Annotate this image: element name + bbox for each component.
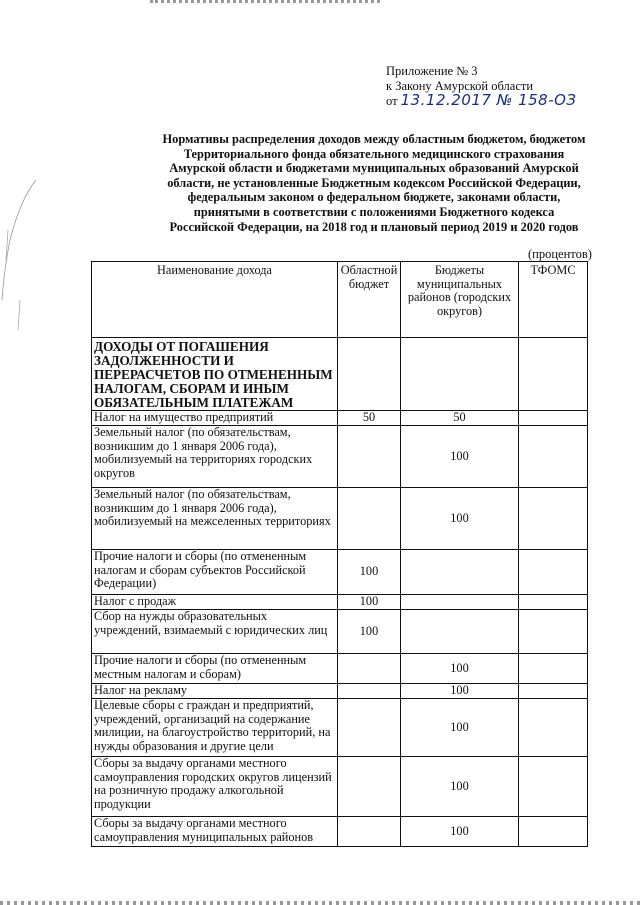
cell-municipal: 100 (401, 699, 519, 757)
appendix-header (386, 64, 577, 109)
cell-regional: 50 (338, 411, 401, 426)
cell-regional (338, 817, 401, 847)
cell-regional: 100 (338, 550, 401, 595)
cell-tfoms (519, 654, 588, 684)
header-regional-budget: Областной бюджет (338, 262, 401, 338)
document-title: Нормативы распределения доходов между областным бюджетом, бюджетом Территориального фонда обязательного медицинского страхования Амурской области и бюджетами муниципальных образований Амурской области, не установленные Бюджетным кодексом Российской Федерации, федеральным законом о федеральном бюджете, законами области, принятыми в соответствии с положениями Бюджетного кодекса Российской Федерации, на 2018 год и плановый период 2019 и 2020 годов (162, 132, 586, 234)
appendix-law: к Закону Амурской области (386, 78, 534, 93)
cell-tfoms (519, 338, 588, 411)
cell-regional (338, 684, 401, 699)
table-row (92, 411, 588, 426)
cell-municipal: 100 (401, 654, 519, 684)
cell-regional (338, 699, 401, 757)
cell-regional: 100 (338, 595, 401, 610)
cell-income-name: Земельный налог (по обязательствам, возникшим до 1 января 2006 года), мобилизуемый на межселенных территориях (92, 488, 338, 550)
table-row (92, 757, 588, 817)
cell-municipal: 100 (401, 817, 519, 847)
cell-income-name: Сборы за выдачу органами местного самоуправления городских округов лицензий на розничную продажу алкогольной продукции (92, 757, 338, 817)
cell-municipal (401, 338, 519, 411)
cell-income-name: Сборы за выдачу органами местного самоуправления муниципальных районов (92, 817, 338, 847)
cell-regional (338, 488, 401, 550)
table-row (92, 550, 588, 595)
scan-artifact-top (150, 0, 380, 9)
cell-income-name: Прочие налоги и сборы (по отмененным налогам и сборам субъектов Российской Федерации) (92, 550, 338, 595)
cell-income-name: Земельный налог (по обязательствам, возникшим до 1 января 2006 года), мобилизуемый на территориях городских округов (92, 426, 338, 488)
cell-regional (338, 654, 401, 684)
cell-income-name: Прочие налоги и сборы (по отмененным местным налогам и сборам) (92, 654, 338, 684)
table-row (92, 610, 588, 654)
cell-income-name: Налог на рекламу (92, 684, 338, 699)
cell-tfoms (519, 550, 588, 595)
cell-tfoms (519, 699, 588, 757)
cell-income-name: Налог на имущество предприятий (92, 411, 338, 426)
appendix-number: Приложение № 3 (386, 64, 478, 78)
cell-municipal: 100 (401, 757, 519, 817)
cell-municipal: 50 (401, 411, 519, 426)
header-income-name: Наименование дохода (92, 262, 338, 338)
cell-tfoms (519, 426, 588, 488)
date-prefix: от (386, 94, 398, 108)
table-row (92, 488, 588, 550)
table-header-row (92, 262, 588, 338)
margin-pencil-marks (0, 0, 40, 905)
header-tfoms: ТФОМС (519, 262, 588, 338)
cell-municipal: 100 (401, 488, 519, 550)
cell-tfoms (519, 684, 588, 699)
cell-municipal (401, 550, 519, 595)
cell-municipal: 100 (401, 426, 519, 488)
cell-tfoms (519, 817, 588, 847)
cell-tfoms (519, 757, 588, 817)
table-row (92, 426, 588, 488)
table-row (92, 654, 588, 684)
table-row (92, 817, 588, 847)
cell-tfoms (519, 610, 588, 654)
cell-regional: 100 (338, 610, 401, 654)
table-row (92, 595, 588, 610)
table-row-section (92, 338, 588, 411)
cell-income-name: Сбор на нужды образовательных учреждений, взимаемый с юридических лиц (92, 610, 338, 654)
distribution-table (91, 261, 588, 847)
cell-income-name: ДОХОДЫ ОТ ПОГАШЕНИЯ ЗАДОЛЖЕННОСТИ И ПЕРЕРАСЧЕТОВ ПО ОТМЕНЕННЫМ НАЛОГАМ, СБОРАМ И ИНЫМ ОБЯЗАТЕЛЬНЫМ ПЛАТЕЖАМ (92, 338, 338, 411)
cell-municipal (401, 595, 519, 610)
units-label: (процентов) (528, 247, 592, 261)
cell-tfoms (519, 488, 588, 550)
header-municipal-budgets: Бюджеты муниципальных районов (городских округов) (401, 262, 519, 338)
cell-income-name: Налог с продаж (92, 595, 338, 610)
cell-income-name: Целевые сборы с граждан и предприятий, учреждений, организаций на содержание милиции, на благоустройство территорий, на нужды образования и другие цели (92, 699, 338, 757)
cell-tfoms (519, 595, 588, 610)
cell-tfoms (519, 411, 588, 426)
appendix-date-line (386, 93, 577, 109)
cell-regional (338, 338, 401, 411)
table-row (92, 699, 588, 757)
cell-municipal: 100 (401, 684, 519, 699)
cell-regional (338, 426, 401, 488)
handwritten-date: 13.12.2017 № 158-ОЗ (400, 91, 577, 109)
cell-municipal (401, 610, 519, 654)
table-row (92, 684, 588, 699)
cell-regional (338, 757, 401, 817)
scan-artifact-bottom (0, 901, 640, 905)
